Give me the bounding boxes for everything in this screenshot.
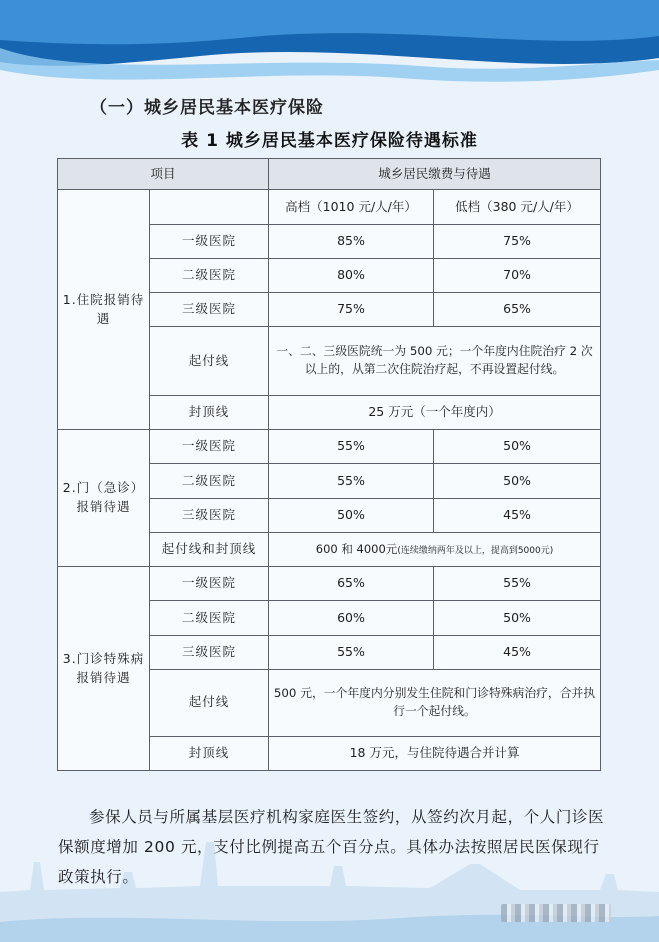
rate-low: 45%	[434, 635, 601, 669]
level-label: 二级医院	[150, 464, 269, 498]
table-row	[58, 430, 601, 464]
rate-high: 55%	[269, 635, 434, 669]
rate-high: 80%	[269, 258, 434, 292]
category-special: 3.门诊特殊病报销待遇	[58, 567, 150, 771]
rate-high: 55%	[269, 464, 434, 498]
rate-high: 50%	[269, 498, 434, 532]
rate-low: 65%	[434, 293, 601, 327]
level-label: 一级医院	[150, 224, 269, 258]
level-label: 二级医院	[150, 601, 269, 635]
cap-label: 封顶线	[150, 395, 269, 429]
cap-label: 封顶线	[150, 736, 269, 770]
rate-low: 75%	[434, 224, 601, 258]
rate-high: 65%	[269, 567, 434, 601]
benefits-table	[57, 158, 601, 771]
rate-high: 85%	[269, 224, 434, 258]
table-title: 表 1 城乡居民基本医疗保险待遇标准	[181, 131, 478, 151]
tier-row	[58, 190, 601, 224]
section-heading: （一）城乡居民基本医疗保险	[90, 98, 324, 118]
watermark-blur	[501, 904, 611, 922]
deductible-label: 起付线	[150, 669, 269, 736]
tier-blank-cell	[150, 190, 269, 224]
tier-low: 低档（380 元/人/年）	[434, 190, 601, 224]
level-label: 一级医院	[150, 567, 269, 601]
table-row	[58, 567, 601, 601]
category-inpatient: 1.住院报销待遇	[58, 190, 150, 430]
deductible-cap-note: (连续缴纳两年及以上，提高到5000元)	[397, 545, 554, 556]
rate-low: 70%	[434, 258, 601, 292]
rate-high: 75%	[269, 293, 434, 327]
level-label: 二级医院	[150, 258, 269, 292]
level-label: 一级医院	[150, 430, 269, 464]
category-outpatient: 2.门（急诊）报销待遇	[58, 430, 150, 567]
deductible-label: 起付线	[150, 327, 269, 396]
header-contrib: 城乡居民缴费与待遇	[269, 159, 601, 190]
level-label: 三级医院	[150, 635, 269, 669]
rate-low: 50%	[434, 430, 601, 464]
rate-high: 55%	[269, 430, 434, 464]
deductible-value: 500 元，一个年度内分别发生住院和门诊特殊病治疗，合并执行一个起付线。	[269, 669, 601, 736]
table-header-row	[58, 159, 601, 190]
footer-paragraph: 参保人员与所属基层医疗机构家庭医生签约，从签约次月起，个人门诊医保额度增加 200 元，支付比例提高五个百分点。具体办法按照居民医保现行政策执行。	[58, 807, 605, 886]
rate-high: 60%	[269, 601, 434, 635]
rate-low: 45%	[434, 498, 601, 532]
tier-high: 高档（1010 元/人/年）	[269, 190, 434, 224]
rate-low: 50%	[434, 601, 601, 635]
level-label: 三级医院	[150, 498, 269, 532]
deductible-cap-main: 600 和 4000元	[315, 541, 398, 556]
top-decorative-band	[0, 0, 659, 92]
deductible-value: 一、二、三级医院统一为 500 元；一个年度内住院治疗 2 次以上的，从第二次住院治疗起，不再设置起付线。	[269, 327, 601, 396]
deductible-cap-label: 起付线和封顶线	[150, 532, 269, 566]
deductible-cap-value	[269, 532, 601, 566]
cap-value: 18 万元，与住院待遇合并计算	[269, 736, 601, 770]
header-item: 项目	[58, 159, 269, 190]
cap-value: 25 万元（一个年度内）	[269, 395, 601, 429]
rate-low: 50%	[434, 464, 601, 498]
rate-low: 55%	[434, 567, 601, 601]
level-label: 三级医院	[150, 293, 269, 327]
